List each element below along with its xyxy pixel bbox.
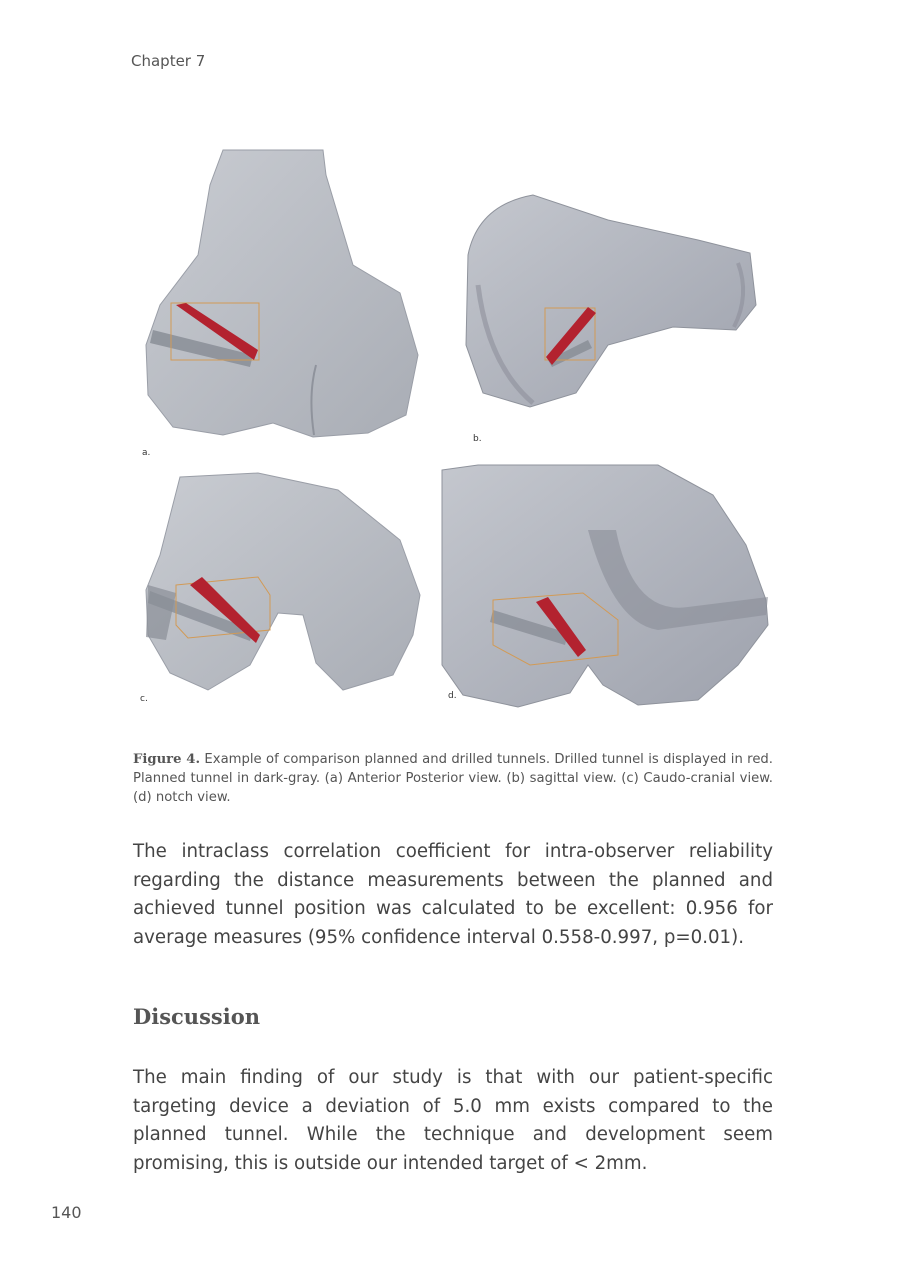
caption-text: Example of comparison planned and drilled tunnels. Drilled tunnel is displayed in red. Planned tunnel in dark-gray. (a) Anterior Posterior view. (b) sagittal view. (c) Caudo-cranial view. (d) notch view.	[133, 752, 773, 805]
results-paragraph: The intraclass correlation coefficient for intra-observer reliability regarding the distance measurements between the planned and achieved tunnel position was calculated to be excellent: 0.956 for average measures (95% confidence interval 0.558-0.997, p=0.01).	[133, 841, 773, 948]
panel-c-label: c.	[140, 694, 148, 704]
panel-d-label: d.	[448, 691, 457, 701]
figure-4	[138, 145, 778, 713]
section-heading-discussion: Discussion	[133, 1004, 260, 1029]
discussion-paragraph: The main finding of our study is that with our patient-specific targeting device a deviation of 5.0 mm exists compared to the planned tunnel. While the technique and development seem promising, this is outside our intended target of < 2mm.	[133, 1067, 773, 1174]
panel-b-label: b.	[473, 434, 482, 444]
caption-lead: Figure 4.	[133, 752, 201, 767]
panel-d-bone	[442, 465, 768, 707]
panel-a-label: a.	[142, 448, 151, 458]
figure-caption	[133, 750, 773, 807]
panel-b-bone	[466, 195, 756, 407]
panel-c-bone	[146, 473, 420, 690]
figure-image	[138, 145, 778, 713]
running-head: Chapter 7	[131, 52, 206, 70]
page-number: 140	[51, 1203, 82, 1222]
panel-a-bone	[146, 150, 418, 437]
